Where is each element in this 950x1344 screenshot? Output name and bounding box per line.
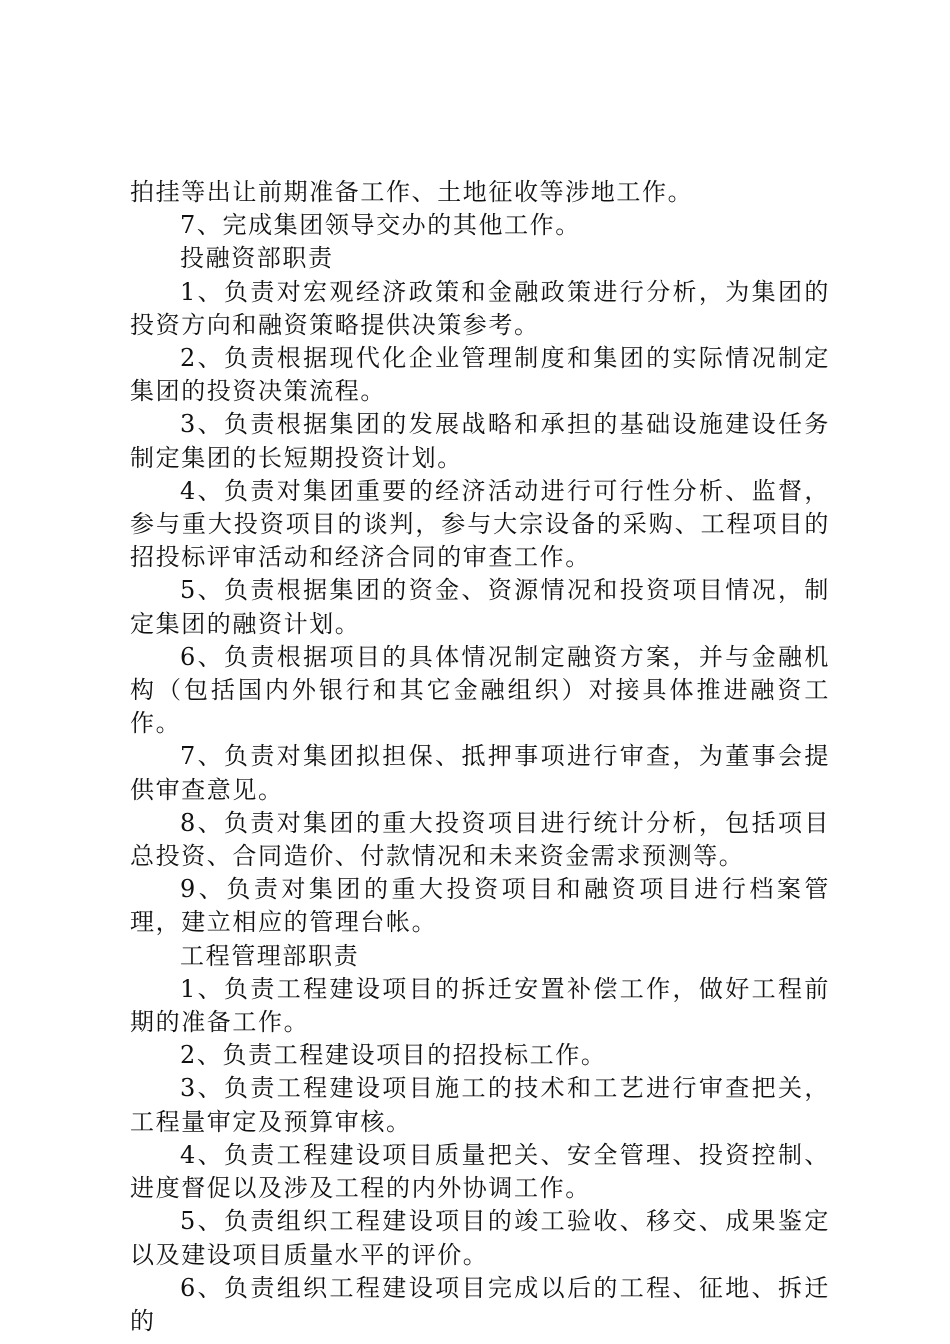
- paragraph-item: 7、负责对集团拟担保、抵押事项进行审查，为董事会提供审查意见。: [130, 742, 830, 804]
- paragraph-item: 8、负责对集团的重大投资项目进行统计分析，包括项目总投资、合同造价、付款情况和未来资金需求预测等。: [130, 808, 830, 871]
- paragraph-continuation: 拍挂等出让前期准备工作、土地征收等涉地工作。: [130, 178, 694, 206]
- paragraph-item: 6、负责根据项目的具体情况制定融资方案，并与金融机构（包括国内外银行和其它金融组织）对接具体推进融资工作。: [130, 642, 830, 738]
- paragraph-item: 1、负责工程建设项目的拆迁安置补偿工作，做好工程前期的准备工作。: [130, 974, 830, 1037]
- paragraph-item: 7、完成集团领导交办的其他工作。: [180, 211, 581, 240]
- paragraph-item: 4、负责工程建设项目质量把关、安全管理、投资控制、进度督促以及涉及工程的内外协调工作。: [130, 1140, 830, 1203]
- section-heading-investment-finance: 投融资部职责: [180, 244, 334, 273]
- paragraph-item: 9、负责对集团的重大投资项目和融资项目进行档案管理，建立相应的管理台帐。: [130, 875, 830, 937]
- paragraph-item: 1、负责对宏观经济政策和金融政策进行分析，为集团的投资方向和融资策略提供决策参考。: [130, 277, 830, 339]
- paragraph-item: 3、负责工程建设项目施工的技术和工艺进行审查把关，工程量审定及预算审核。: [130, 1074, 830, 1136]
- paragraph-item: 3、负责根据集团的发展战略和承担的基础设施建设任务制定集团的长短期投资计划。: [130, 410, 830, 472]
- paragraph-item: 6、负责组织工程建设项目完成以后的工程、征地、拆迁的: [130, 1273, 830, 1335]
- paragraph-item: 2、负责根据现代化企业管理制度和集团的实际情况制定集团的投资决策流程。: [130, 344, 830, 406]
- paragraph-item: 5、负责组织工程建设项目的竣工验收、移交、成果鉴定以及建设项目质量水平的评价。: [130, 1207, 830, 1269]
- document-page: [130, 176, 830, 1338]
- paragraph-item: 2、负责工程建设项目的招投标工作。: [180, 1041, 607, 1070]
- paragraph-item: 4、负责对集团重要的经济活动进行可行性分析、监督，参与重大投资项目的谈判，参与大宗设备的采购、工程项目的招投标评审活动和经济合同的审查工作。: [130, 476, 830, 572]
- section-heading-engineering-management: 工程管理部职责: [180, 941, 360, 970]
- paragraph-item: 5、负责根据集团的资金、资源情况和投资项目情况，制定集团的融资计划。: [130, 576, 830, 638]
